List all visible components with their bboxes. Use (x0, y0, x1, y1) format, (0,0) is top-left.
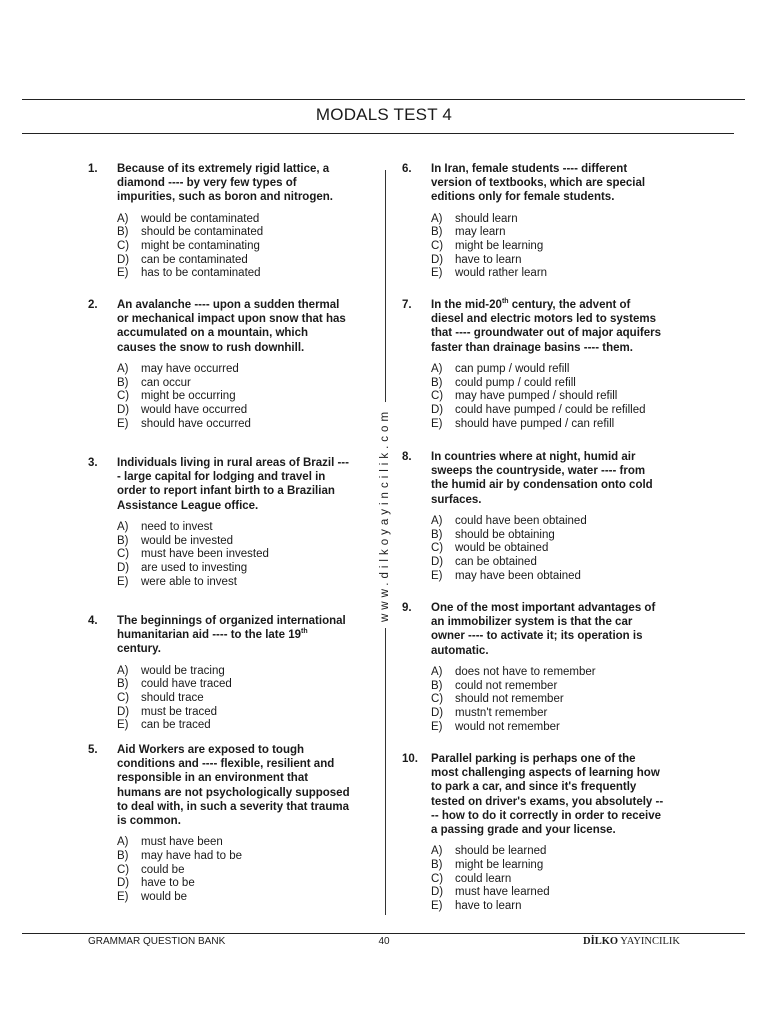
question-stem: Parallel parking is perhaps one of the most challenging aspects of learning how to park a car, and since it's frequently tested on driver's exams, you absolutely ---- how to do it correctly in order to receive a passing grade and your license. (431, 753, 664, 837)
question-4 (88, 614, 350, 733)
question-number: 4. (88, 615, 98, 627)
answer-option[interactable]: D) can be obtained (431, 555, 537, 568)
answer-option[interactable]: D) have to learn (431, 253, 522, 266)
question-2 (88, 298, 350, 431)
answer-option[interactable]: C) may have pumped / should refill (431, 390, 618, 403)
answer-option[interactable]: B) can occur (117, 376, 191, 389)
question-stem: The beginnings of organized international humanitarian aid ---- to the late 19th century. (117, 615, 346, 656)
answer-option[interactable]: A) can pump / would refill (431, 362, 570, 375)
answer-option[interactable]: A) may have occurred (117, 362, 239, 375)
answer-options (431, 515, 664, 583)
answer-options (117, 213, 350, 281)
answer-option[interactable]: E) may have been obtained (431, 569, 581, 582)
answer-option[interactable]: B) should be obtaining (431, 528, 555, 541)
answer-option[interactable]: E) would be (117, 890, 188, 903)
answer-option[interactable]: B) could have traced (117, 678, 232, 691)
answer-option[interactable]: C) could learn (431, 872, 512, 885)
question-5 (88, 743, 350, 905)
question-number: 2. (88, 299, 98, 311)
footer-rule (22, 933, 745, 934)
answer-option[interactable]: A) could have been obtained (431, 514, 587, 527)
question-10 (402, 752, 664, 914)
answer-option[interactable]: E) were able to invest (117, 575, 237, 588)
question-3 (88, 456, 350, 589)
answer-options (431, 666, 664, 734)
answer-option[interactable]: D) mustn't remember (431, 706, 548, 719)
answer-option[interactable]: D) must have learned (431, 886, 550, 899)
answer-option[interactable]: C) could be (117, 863, 185, 876)
answer-option[interactable]: B) could pump / could refill (431, 376, 576, 389)
answer-option[interactable]: D) have to be (117, 877, 195, 890)
answer-option[interactable]: E) should have pumped / can refill (431, 417, 615, 430)
answer-option[interactable]: E) can be traced (117, 719, 211, 732)
question-stem: In countries where at night, humid air sweeps the countryside, water ---- from the humid air by condensation onto cold surfaces. (431, 451, 653, 506)
answer-options (431, 363, 664, 431)
answer-option[interactable]: A) would be tracing (117, 664, 225, 677)
question-stem: Aid Workers are exposed to tough conditions and ---- flexible, resilient and responsible in an environment that humans are not psychologically supposed to deal with, in such a severity that trauma is common. (117, 744, 350, 828)
publisher-logo: DİLKO YAYINCILIK (583, 936, 680, 947)
footer-book-title: GRAMMAR QUESTION BANK (88, 936, 226, 947)
answer-option[interactable]: D) must be traced (117, 705, 218, 718)
answer-option[interactable]: D) would have occurred (117, 403, 248, 416)
question-stem: One of the most important advantages of an immobilizer system is that the car owner ---- to activate it; its operation is automatic. (431, 602, 656, 657)
answer-option[interactable]: E) has to be contaminated (117, 267, 261, 280)
page-title: MODALS TEST 4 (315, 105, 453, 124)
question-1 (88, 162, 350, 281)
question-number: 1. (88, 163, 98, 175)
answer-options (431, 213, 664, 281)
answer-option[interactable]: C) should trace (117, 691, 204, 704)
title-rule (22, 133, 734, 134)
answer-option[interactable]: D) can be contaminated (117, 253, 248, 266)
question-stem: An avalanche ---- upon a sudden thermal or mechanical impact upon snow that has accumulated on a mountain, which causes the snow to rush downhill. (117, 299, 346, 354)
question-number: 6. (402, 163, 412, 175)
answer-option[interactable]: E) have to learn (431, 899, 522, 912)
question-stem: In Iran, female students ---- different version of textbooks, which are special editions only for female students. (431, 163, 646, 204)
question-number: 7. (402, 299, 412, 311)
question-number: 3. (88, 457, 98, 469)
answer-option[interactable]: B) would be invested (117, 534, 234, 547)
question-stem: In the mid-20th century, the advent of diesel and electric motors led to systems that ---- groundwater out of major aquifers faster than drainage basins ---- them. (431, 298, 661, 354)
answer-option[interactable]: C) might be occurring (117, 390, 236, 403)
question-9 (402, 601, 664, 734)
answer-options (117, 665, 350, 733)
answer-option[interactable]: A) does not have to remember (431, 665, 596, 678)
answer-option[interactable]: A) must have been (117, 836, 223, 849)
answer-options (117, 836, 350, 904)
answer-option[interactable]: C) must have been invested (117, 548, 269, 561)
answer-option[interactable]: D) are used to investing (117, 561, 248, 574)
answer-option[interactable]: E) would not remember (431, 720, 560, 733)
top-rule (22, 99, 745, 100)
answer-option[interactable]: C) should not remember (431, 693, 564, 706)
question-number: 9. (402, 602, 412, 614)
question-number: 8. (402, 451, 412, 463)
answer-option[interactable]: A) should learn (431, 212, 518, 225)
answer-option[interactable]: C) might be learning (431, 239, 544, 252)
answer-options (431, 845, 664, 913)
answer-option[interactable]: C) would be obtained (431, 542, 549, 555)
answer-option[interactable]: A) need to invest (117, 520, 213, 533)
answer-option[interactable]: A) would be contaminated (117, 212, 260, 225)
question-number: 10. (402, 753, 418, 765)
answer-option[interactable]: B) may have had to be (117, 849, 243, 862)
answer-option[interactable]: E) should have occurred (117, 417, 251, 430)
question-number: 5. (88, 744, 98, 756)
answer-option[interactable]: B) should be contaminated (117, 226, 264, 239)
answer-option[interactable]: B) may learn (431, 226, 506, 239)
question-8 (402, 450, 664, 583)
answer-option[interactable]: E) would rather learn (431, 267, 548, 280)
answer-option[interactable]: D) could have pumped / could be refilled (431, 403, 646, 416)
answer-options (117, 521, 350, 589)
answer-option[interactable]: A) should be learned (431, 845, 547, 858)
answer-option[interactable]: B) might be learning (431, 858, 544, 871)
question-stem: Individuals living in rural areas of Brazil ---- large capital for lodging and travel in order to report infant birth to a Brazilian Assistance League office. (117, 457, 349, 512)
question-stem: Because of its extremely rigid lattice, a diamond ---- by very few types of impurities, such as boron and nitrogen. (117, 163, 333, 204)
answer-options (117, 363, 350, 431)
page-number: 40 (378, 936, 390, 947)
question-7 (402, 298, 664, 431)
answer-option[interactable]: B) could not remember (431, 679, 558, 692)
question-6 (402, 162, 664, 281)
answer-option[interactable]: C) might be contaminating (117, 239, 260, 252)
watermark-text: www.dilkoyayincilik.com (375, 402, 395, 628)
